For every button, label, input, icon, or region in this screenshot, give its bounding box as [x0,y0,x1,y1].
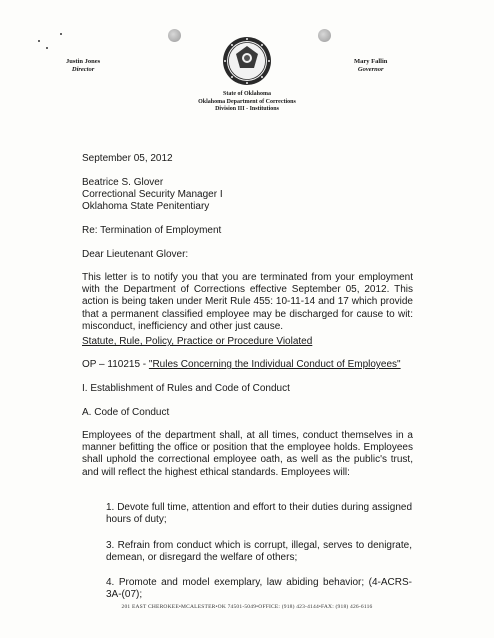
director-title: Director [71,66,95,73]
letter-date: September 05, 2012 [82,153,173,164]
part-heading: I. Establishment of Rules and Code of Conduct [82,383,290,394]
section-heading: Statute, Rule, Policy, Practice or Procedure Violated [82,336,313,347]
scan-speck [38,40,40,42]
recipient-name: Beatrice S. Glover [82,177,164,188]
conduct-item-3: 3. Refrain from conduct which is corrupt, illegal, serves to denigrate, demean, or disregard the welfare of others; [106,540,412,564]
agency-line-state: State of Oklahoma [223,91,271,97]
director-name: Justin Jones [66,58,101,65]
recipient-org: Oklahoma State Penitentiary [82,201,210,212]
policy-number: OP – 110215 - [82,359,149,370]
policy-title: "Rules Concerning the Individual Conduct of Employees" [148,359,401,370]
salutation: Dear Lieutenant Glover: [82,249,189,260]
governor-name: Mary Fallin [354,58,388,65]
notice-paragraph: This letter is to notify you that you are terminated from your employment with the Department of Corrections effective September 05, 2012. This action is being taken under Merit Rule 455: 10-11-14 and 17 which provide that a permanent classified employee may be discharged for cause to wit: misconduct, inefficiency and other just cause. [82,272,413,332]
code-of-conduct-paragraph: Employees of the department shall, at all times, conduct themselves in a manner befitting the office or position that the employee holds. Employees shall uphold the correctional employee oath, as well as the public's trust, and will reflect the highest ethical standards. Employees will: [82,430,413,478]
conduct-item-1: 1. Devote full time, attention and effort to their duties during assigned hours of duty; [106,502,412,526]
scan-speck [60,33,62,35]
subpart-heading: A. Code of Conduct [82,407,170,418]
agency-line-department: Oklahoma Department of Corrections [198,98,296,105]
agency-line-division: Division III - Institutions [215,106,279,112]
subject-line: Re: Termination of Employment [82,225,222,236]
conduct-item-4: 4. Promote and model exemplary, law abiding behavior; (4-ACRS-3A-(07); [106,577,412,601]
governor-title: Governor [357,66,384,73]
scan-speck [46,47,48,49]
policy-reference [82,359,413,371]
recipient-title: Correctional Security Manager I [82,189,223,200]
footer-address: 201 EAST CHEROKEE•MCALESTER•OK 74501-5049•OFFICE: (918) 423-4144•FAX: (918) 426-6116 [121,604,373,610]
letter-body [82,0,413,638]
